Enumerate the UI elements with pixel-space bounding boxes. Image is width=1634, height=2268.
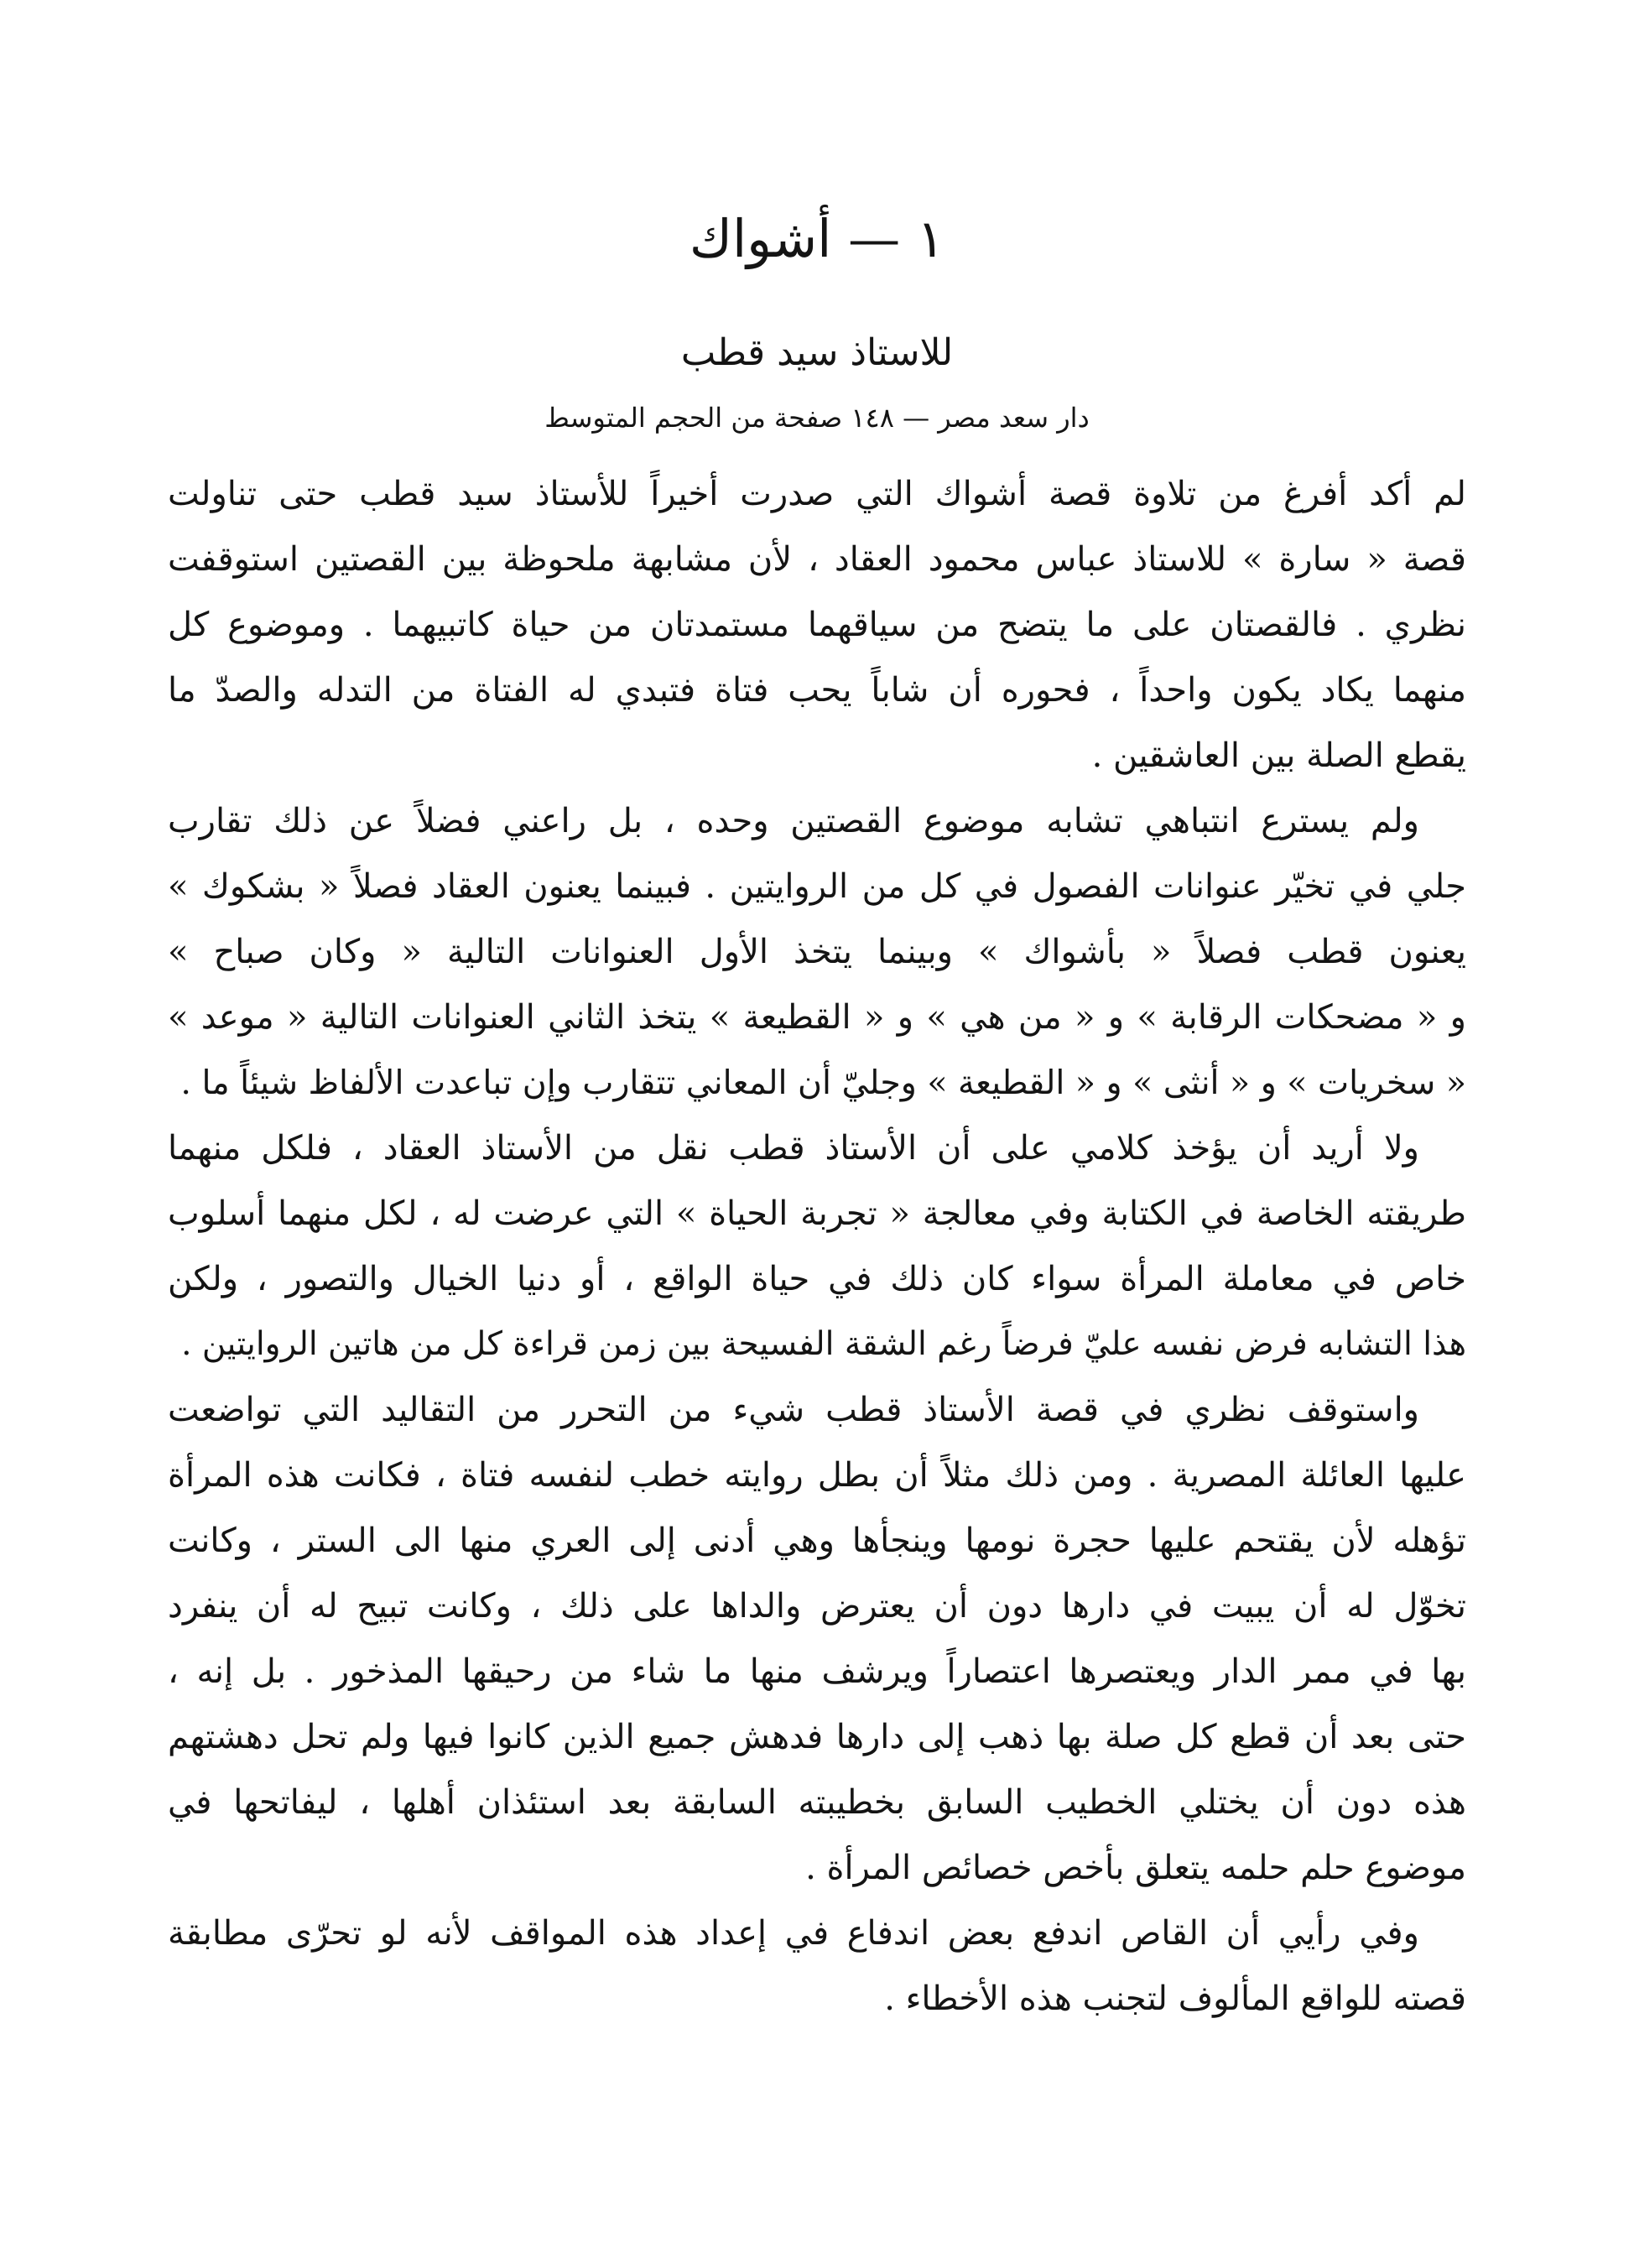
text-line: « سخريات » و « أنثى » و « القطيعة » وجليّ أن المعاني تتقارب وإن تباعدت الألفاظ شيئاً ما . xyxy=(180,1064,1466,1102)
text-line: نظري . فالقصتان على ما يتضح من سياقهما مستمدتان من حياة كاتبيهما . وموضوع كل xyxy=(168,606,1466,644)
text-line: قصته للواقع المألوف لتجنب هذه الأخطاء . xyxy=(884,1979,1466,2018)
text-line: خاص في معاملة المرأة سواء كان ذلك في حياة الواقع ، أو دنيا الخيال والتصور ، ولكن xyxy=(168,1260,1466,1298)
text-line: بها في ممر الدار ويعتصرها اعتصاراً ويرشف منها ما شاء من رحيقها المذخور . بل إنه ، xyxy=(168,1652,1466,1691)
text-line: طريقته الخاصة في الكتابة وفي معالجة « تجربة الحياة » التي عرضت له ، لكل منهما أسلوب xyxy=(168,1194,1466,1233)
text-line: منهما يكاد يكون واحداً ، فحوره أن شاباً يحب فتاة فتبدي له الفتاة من التدله والصدّ ما xyxy=(168,671,1466,710)
text-line: موضوع حلم حلمه يتعلق بأخص خصائص المرأة . xyxy=(805,1849,1466,1887)
text-line: تؤهله لأن يقتحم عليها حجرة نومها وينجأها وهي أدنى إلى العري منها الى الستر ، وكانت xyxy=(168,1522,1466,1560)
text-line: وفي رأيي أن القاص اندفع بعض اندفاع في إعداد هذه المواقف لأنه لو تحرّى مطابقة xyxy=(168,1914,1419,1953)
paragraph-4 xyxy=(168,1377,1466,1901)
book-author: للاستاذ سيد قطب xyxy=(680,331,954,374)
text-line: ولا أريد أن يؤخذ كلامي على أن الأستاذ قطب نقل من الأستاذ العقاد ، فلكل منهما xyxy=(168,1129,1419,1168)
paragraph-1 xyxy=(168,461,1466,788)
text-line: تخوّل له أن يبيت في دارها دون أن يعترض والداها على ذلك ، وكانت تبيح له أن ينفرد xyxy=(168,1587,1466,1626)
text-line: لم أكد أفرغ من تلاوة قصة أشواك التي صدرت أخيراً للأستاذ سيد قطب حتى تناولت xyxy=(168,475,1466,513)
text-line: ولم يسترع انتباهي تشابه موضوع القصتين وحده ، بل راعني فضلاً عن ذلك تقارب xyxy=(168,802,1419,840)
review-title: ١ — أشواك xyxy=(689,208,945,269)
paragraph-2 xyxy=(168,788,1466,1116)
text-line: يعنون قطب فصلاً « بأشواك » وبينما يتخذ الأول العنوانات التالية « وكان صباح » xyxy=(168,933,1466,971)
text-line: قصة « سارة » للاستاذ عباس محمود العقاد ، لأن مشابهة ملحوظة بين القصتين استوقفت xyxy=(168,540,1466,579)
text-line: يقطع الصلة بين العاشقين . xyxy=(1091,736,1466,775)
paragraph-3 xyxy=(168,1116,1466,1377)
text-line: واستوقف نظري في قصة الأستاذ قطب شيء من التحرر من التقاليد التي تواضعت xyxy=(168,1391,1419,1429)
text-line: هذا التشابه فرض نفسه عليّ فرضاً رغم الشقة الفسيحة بين زمن قراءة كل من هاتين الروايتين . xyxy=(181,1325,1466,1363)
text-line: عليها العائلة المصرية . ومن ذلك مثلاً أن بطل روايته خطب لنفسه فتاة ، فكانت هذه المرأة xyxy=(168,1456,1466,1495)
text-line: حتى بعد أن قطع كل صلة بها ذهب إلى دارها فدهش جميع الذين كانوا فيها ولم تحل دهشتهم xyxy=(168,1718,1466,1756)
text-line: هذه دون أن يختلي الخطيب السابق بخطيبته السابقة بعد استئذان أهلها ، ليفاتحها في xyxy=(168,1783,1467,1822)
book-imprint: دار سعد مصر — ١٤٨ صفحة من الحجم المتوسط xyxy=(544,402,1090,434)
review-body xyxy=(168,461,1466,2031)
paragraph-5 xyxy=(168,1901,1466,2031)
text-line: جلي في تخيّر عنوانات الفصول في كل من الروايتين . فبينما يعنون العقاد فصلاً « بشكوك » xyxy=(168,867,1466,906)
text-line: و « مضحكات الرقابة » و « من هي » و « القطيعة » يتخذ الثاني العنوانات التالية « موعد » xyxy=(168,998,1466,1037)
